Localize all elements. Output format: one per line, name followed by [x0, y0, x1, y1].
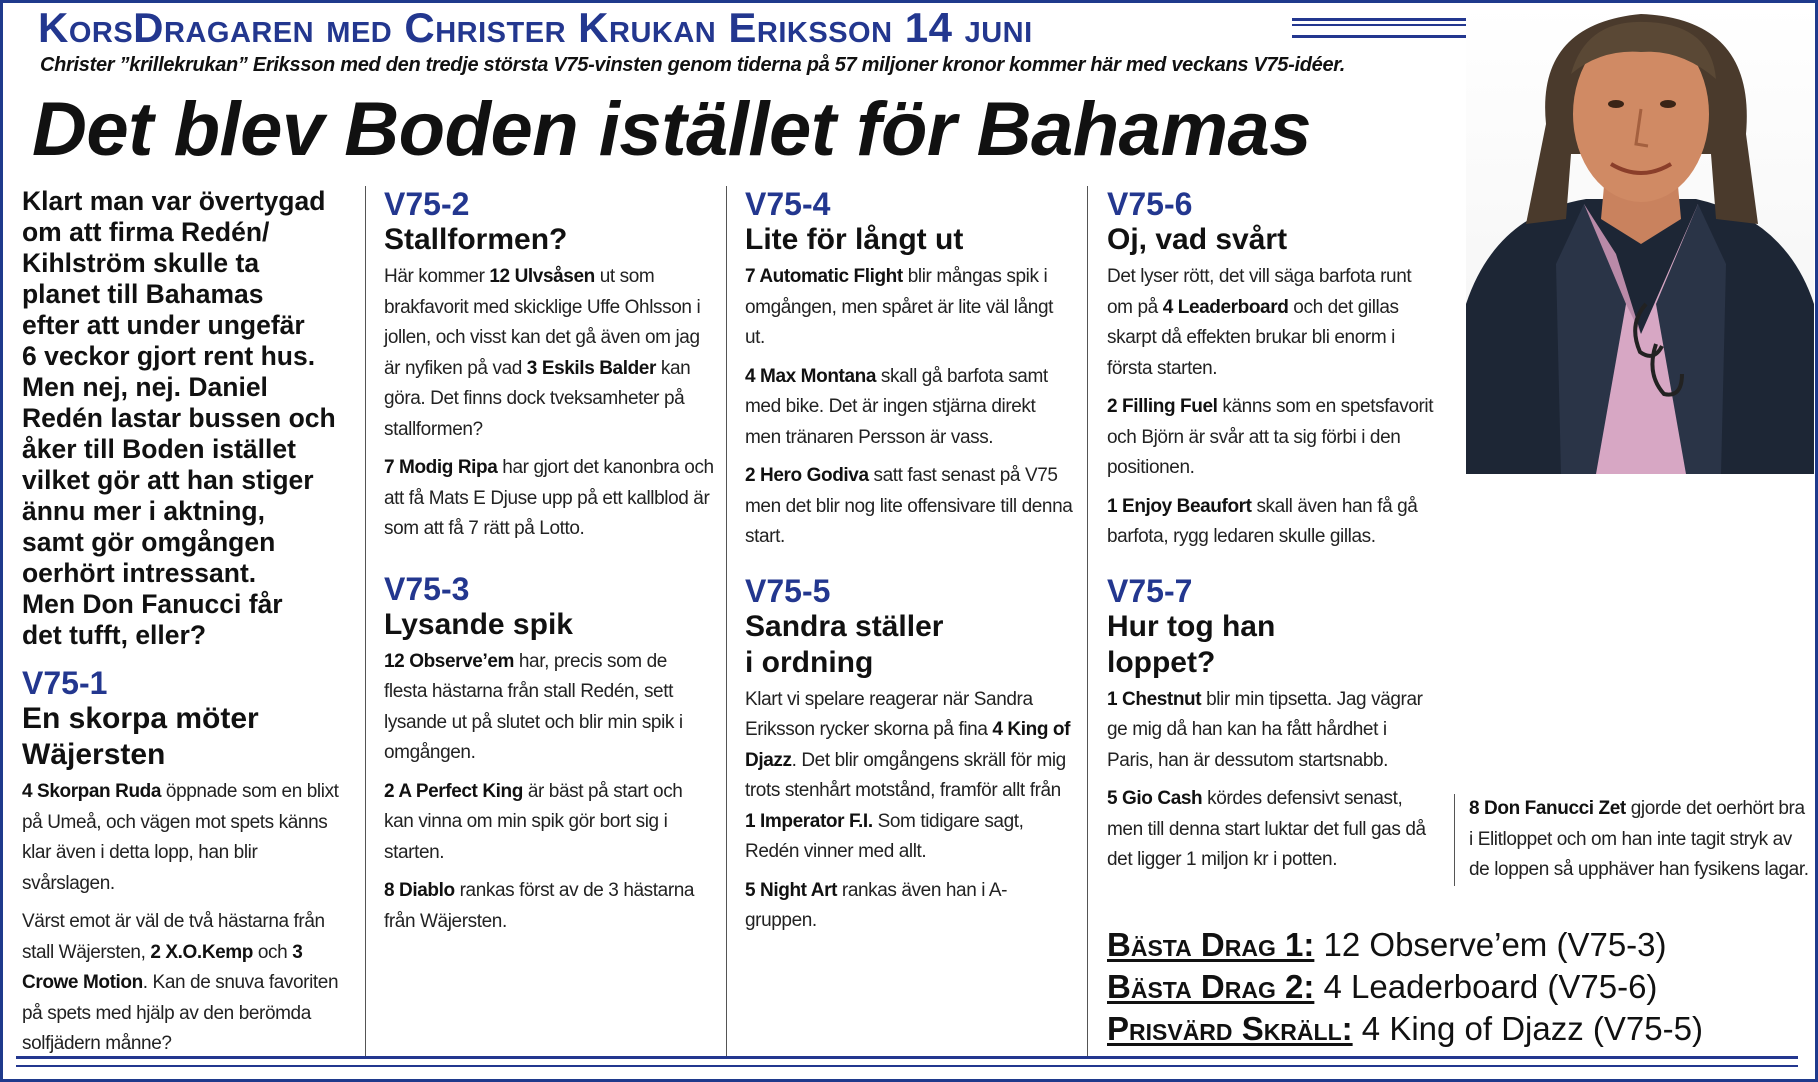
section-title-v75-7: Hur tog han loppet?: [1107, 609, 1276, 679]
paragraph: 8 Diablo rankas först av de 3 hästarna från Wäjersten.: [384, 880, 695, 932]
dek: Christer ”krillekrukan” Eriksson med den tredje största V75-vinsten genom tiderna på 57 miljoner kronor kommer här med veckans V75-idéer.: [40, 54, 1345, 76]
column-3: [745, 186, 1075, 945]
paragraph: 2 Hero Godiva satt fast senast på V75 men det blir nog lite offensivare till denna start.: [745, 465, 1073, 547]
paragraph: 7 Automatic Flight blir mångas spik i omgången, men spåret är lite väl långt ut.: [745, 266, 1053, 348]
section-number-v75-3: V75-3: [384, 570, 470, 607]
section-title-v75-5: Sandra ställer i ordning: [745, 609, 944, 679]
headline: Det blev Boden istället för Bahamas: [32, 87, 1312, 172]
section-number-v75-4: V75-4: [745, 186, 831, 222]
paragraph: 5 Gio Cash kördes defensivt senast, men till denna start luktar det full gas då det ligger 1 miljon kr i potten.: [1107, 788, 1426, 870]
column-2: [384, 186, 714, 945]
section-title-v75-3: Lysande spik: [384, 607, 573, 641]
paragraph: 4 Skorpan Ruda öppnade som en blixt på Umeå, och vägen mot spets känns klar även i detta lopp, han blir svårslagen.: [22, 781, 339, 894]
section-title-v75-1: En skorpa möter Wäjersten: [22, 702, 259, 771]
paragraph: Det lyser rött, det vill säga barfota runt om på 4 Leaderboard och det gillas skarpt då effekten brukar bli enorm i första starten.: [1107, 266, 1412, 379]
author-photo: [1466, 4, 1814, 474]
section-number-v75-6: V75-6: [1107, 186, 1193, 222]
column-divider: [726, 186, 727, 1056]
column-kicker: KorsDragaren med Christer Krukan Eriksson 14 juni: [38, 4, 1033, 51]
section-title-v75-6: Oj, vad svårt: [1107, 223, 1288, 256]
paragraph: Här kommer 12 Ulvsåsen ut som brakfavorit med skicklige Uffe Ohlsson i jollen, och visst kan det gå även om jag är nyfiken på vad 3 Eskils Balder kan göra. Det finns dock tveksamheter på stallformen?: [384, 266, 701, 440]
paragraph: 1 Enjoy Beaufort skall även han få gå barfota, rygg ledaren skulle gillas.: [1107, 495, 1418, 547]
column-1: [22, 186, 352, 1068]
paragraph: 7 Modig Ripa har gjort det kanonbra och att få Mats E Djuse upp på ett kallblod är som att få 7 rätt på Lotto.: [384, 457, 714, 539]
section-title-v75-4: Lite för långt ut: [745, 223, 964, 256]
paragraph: 2 Filling Fuel känns som en spetsfavorit och Björn är svår att ta sig förbi i den positionen.: [1107, 396, 1434, 478]
paragraph: 5 Night Art rankas även han i A-gruppen.: [745, 879, 1008, 931]
section-number-v75-7: V75-7: [1107, 572, 1193, 609]
paragraph: Värst emot är väl de två hästarna från stall Wäjersten, 2 X.O.Kemp och 3 Crowe Motion. Kan de snuva favoriten på spets med hjälp av den berömda solfjädern månne?: [22, 911, 339, 1054]
column-divider: [1087, 186, 1088, 1056]
best-pick-row: Prisvärd Skräll: 4 King of Djazz (V75-5): [1107, 1010, 1703, 1047]
column-divider: [365, 186, 366, 1056]
paragraph: 2 A Perfect King är bäst på start och kan vinna om min spik gör bort sig i starten.: [384, 780, 683, 863]
column-4: [1107, 186, 1437, 884]
section-number-v75-5: V75-5: [745, 572, 831, 609]
lead-paragraph: Klart man var övertygad om att firma Redén/ Kihlström skulle ta planet till Bahamas efter att under ungefär 6 veckor gjort rent hus. Men nej, nej. Daniel Redén lastar bussen och åker till Boden istället vilket gör att han stiger ännu mer i aktning, samt gör omgången oerhört intressant. Men Don Fanucci får det tufft, eller?: [22, 186, 336, 650]
paragraph: 8 Don Fanucci Zet gjorde det oerhört bra i Elitloppet och om han inte tagit stryk av de loppen så upphäver han fysikens lagar.: [1469, 798, 1809, 880]
paragraph: 1 Chestnut blir min tipsetta. Jag vägrar ge mig då han kan ha fått hårdhet i Paris, han är dessutom startsnabb.: [1107, 688, 1423, 771]
section-title-v75-2: Stallformen?: [384, 223, 568, 256]
bottom-rule: [16, 1056, 1798, 1067]
paragraph: 4 Max Montana skall gå barfota samt med bike. Det är ingen stjärna direkt men tränaren Persson är vass.: [745, 365, 1048, 448]
best-picks: [1107, 924, 1703, 1050]
best-pick-row: Bästa Drag 1: 12 Observe’em (V75-3): [1107, 926, 1667, 963]
best-pick-row: Bästa Drag 2: 4 Leaderboard (V75-6): [1107, 968, 1658, 1005]
paragraph: 12 Observe’em har, precis som de flesta hästarna från stall Redén, sett lysande ut på slutet och blir min spik i omgången.: [384, 650, 683, 763]
section-number-v75-2: V75-2: [384, 186, 470, 222]
section-number-v75-1: V75-1: [22, 665, 108, 701]
side-note: [1454, 794, 1809, 886]
paragraph: Klart vi spelare reagerar när Sandra Eriksson rycker skorna på fina 4 King of Djazz. Det blir omgångens skräll för mig trots stenhårt motstånd, framför allt från 1 Imperator F.I. Som tidigare sagt, Redén vinner med allt.: [745, 688, 1071, 862]
